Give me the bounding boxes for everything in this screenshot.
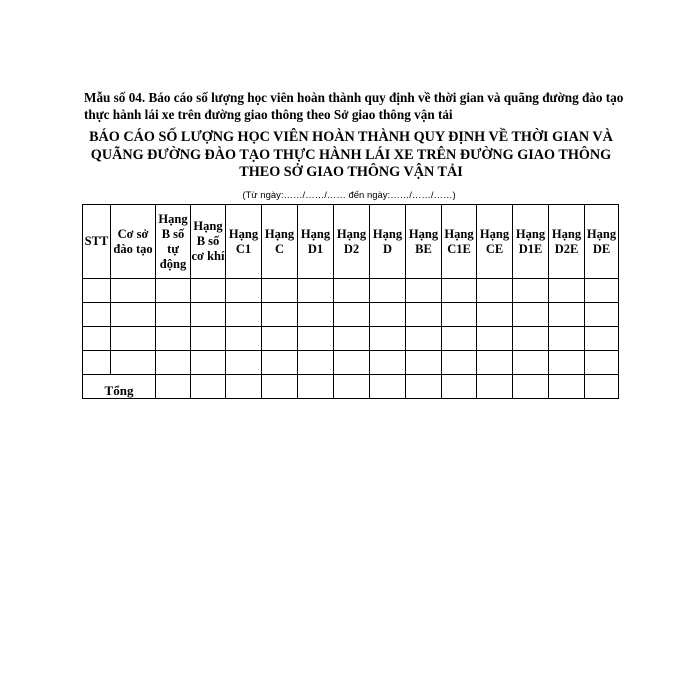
header-class-de: Hạng DE <box>585 205 619 279</box>
header-class-c1: Hạng C1 <box>226 205 262 279</box>
header-class-be: Hạng BE <box>406 205 442 279</box>
report-title: BÁO CÁO SỐ LƯỢNG HỌC VIÊN HOÀN THÀNH QUY ĐỊNH VỀ THỜI GIAN VÀ QUÃNG ĐƯỜNG ĐÀO TẠO THỰC HÀNH LÁI XE TRÊN ĐƯỜNG GIAO THÔNG THEO SỞ GIAO THÔNG VẬN TẢI <box>89 129 613 180</box>
report-period: (Từ ngày:……/……/…… đến ngày:……/……/……) <box>242 190 456 201</box>
form-number: Mẫu số 04. <box>84 90 146 105</box>
table-row <box>83 303 619 327</box>
header-class-c: Hạng C <box>262 205 298 279</box>
header-class-b-manual: Hạng B số cơ khí <box>191 205 226 279</box>
header-training-facility: Cơ sở đào tạo <box>111 205 156 279</box>
form-description: Báo cáo số lượng học viên hoàn thành quy định về thời gian và quãng đường đào tạo thực hành lái xe trên đường giao thông theo Sở giao thông vận tải <box>84 90 624 122</box>
table-row <box>83 279 619 303</box>
total-row <box>83 375 619 399</box>
header-class-d2e: Hạng D2E <box>549 205 585 279</box>
report-table <box>82 204 619 399</box>
header-class-d: Hạng D <box>370 205 406 279</box>
table-body <box>83 279 619 399</box>
form-heading <box>84 89 624 123</box>
table-row <box>83 327 619 351</box>
header-class-d1: Hạng D1 <box>298 205 334 279</box>
total-label: Tổng <box>83 375 156 399</box>
header-class-ce: Hạng CE <box>477 205 513 279</box>
header-class-c1e: Hạng C1E <box>442 205 477 279</box>
header-class-b-automatic: Hạng B số tự động <box>156 205 191 279</box>
header-stt: STT <box>83 205 111 279</box>
header-class-d2: Hạng D2 <box>334 205 370 279</box>
header-row <box>83 205 619 279</box>
table-row <box>83 351 619 375</box>
header-class-d1e: Hạng D1E <box>513 205 549 279</box>
